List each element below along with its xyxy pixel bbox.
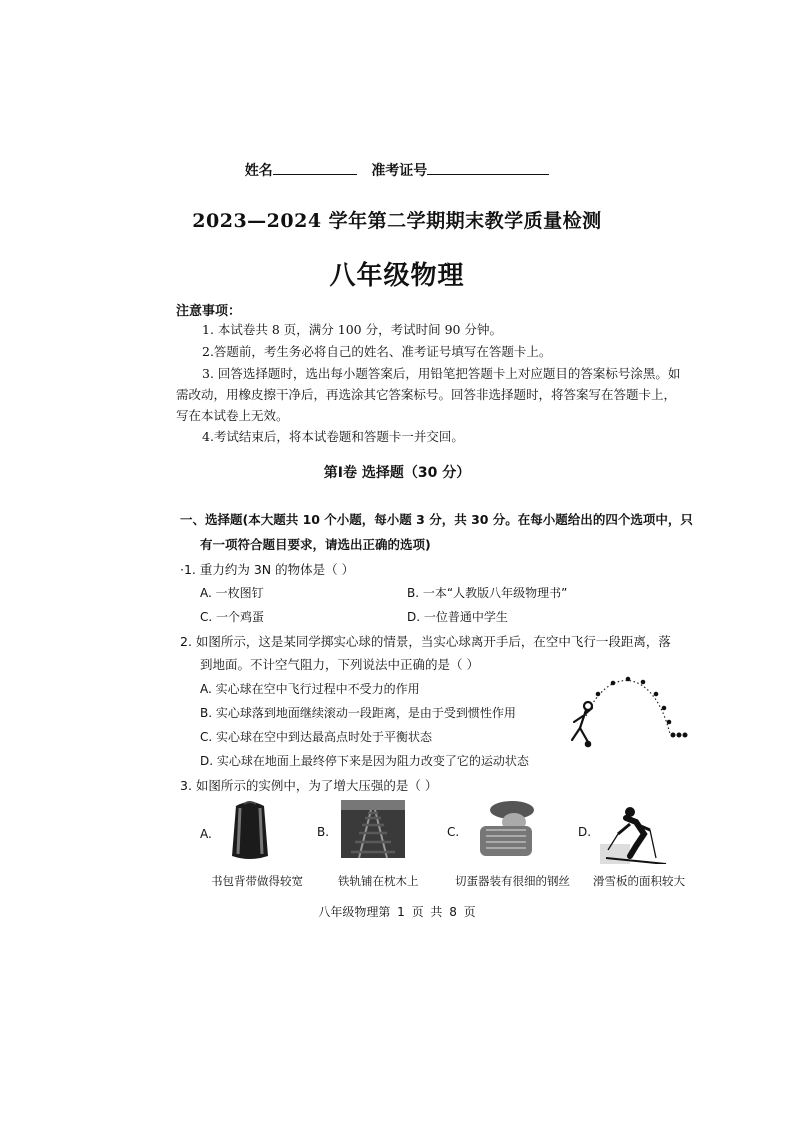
- notes-heading: 注意事项：: [176, 304, 242, 319]
- page-footer: 八年级物理第 1 页 共 8 页: [318, 905, 476, 919]
- q2-option-c: C. 实心球在空中到达最高点时处于平衡状态: [200, 730, 433, 744]
- q3-stem: 3. 如图所示的实例中，为了增大压强的是（ ）: [180, 778, 438, 793]
- q3-caption-b: 铁轨铺在枕木上: [338, 874, 419, 888]
- note-1: 1. 本试卷共 8 页，满分 100 分，考试时间 90 分钟。: [202, 322, 502, 337]
- q3-caption-a: 书包背带做得较宽: [211, 874, 303, 888]
- q3-caption-d: 滑雪板的面积较大: [593, 874, 685, 888]
- id-blank: [427, 161, 549, 175]
- q2-stem-line2: 到地面。不计空气阻力，下列说法中正确的是（ ）: [200, 657, 479, 672]
- q3-letter-c: C.: [447, 825, 460, 839]
- section-title: 第Ⅰ卷 选择题（30 分）: [323, 465, 471, 481]
- note-2: 2.答题前，考生务必将自己的姓名、准考证号填写在答题卡上。: [202, 344, 552, 359]
- subject-title: 八年级物理: [329, 261, 465, 291]
- q2-option-d: D. 实心球在地面上最终停下来是因为阻力改变了它的运动状态: [200, 754, 529, 768]
- q2-option-b: B. 实心球落到地面继续滚动一段距离，是由于受到惯性作用: [200, 706, 516, 720]
- note-3: 3. 回答选择题时，选出每小题答案后，用铅笔把答题卡上对应题目的答案标号涂黑。如: [202, 366, 681, 381]
- q1-option-a: A. 一枚图钉: [200, 586, 264, 600]
- backpack-image: [226, 800, 274, 862]
- shot-put-figure: [558, 672, 694, 756]
- q1-option-c: C. 一个鸡蛋: [200, 610, 265, 624]
- q1-option-d: D. 一位普通中学生: [407, 610, 508, 624]
- q3-letter-a: A.: [200, 827, 212, 841]
- note-4: 4.考试结束后，将本试卷题和答题卡一并交回。: [202, 429, 464, 444]
- id-label: 准考证号: [371, 163, 428, 179]
- candidate-info-line: [0, 160, 794, 180]
- egg-slicer-image: [470, 800, 540, 862]
- part-heading-line2: 有一项符合题目要求，请选出正确的选项): [200, 537, 431, 552]
- q3-letter-b: B.: [317, 825, 330, 839]
- q2-stem-line1: 2. 如图所示，这是某同学掷实心球的情景，当实心球离开手后，在空中飞行一段距离，落: [180, 634, 671, 649]
- q1-stem: ·1. 重力约为 3N 的物体是（ ）: [180, 562, 355, 577]
- skier-image: [600, 800, 668, 864]
- note-3-cont: 需改动，用橡皮擦干净后，再选涂其它答案标号。回答非选择题时，将答案写在答题卡上，: [176, 387, 677, 402]
- q2-option-a: A. 实心球在空中飞行过程中不受力的作用: [200, 682, 420, 696]
- note-3-cont2: 写在本试卷上无效。: [176, 408, 289, 423]
- thrower-figure: [572, 702, 592, 746]
- exam-title: 2023—2024 学年第二学期期末教学质量检测: [192, 210, 602, 232]
- part-heading-line1: 一、选择题(本大题共 10 个小题，每小题 3 分，共 30 分。在每小题给出的四个选项中，只: [180, 512, 693, 527]
- q3-letter-d: D.: [578, 825, 592, 839]
- q1-option-b: B. 一本“人教版八年级物理书”: [407, 586, 568, 600]
- name-blank: [273, 161, 357, 175]
- railway-image: [341, 800, 405, 858]
- name-label: 姓名: [244, 163, 273, 179]
- q3-caption-c: 切蛋器装有很细的钢丝: [455, 874, 570, 888]
- trajectory-path: [586, 680, 670, 734]
